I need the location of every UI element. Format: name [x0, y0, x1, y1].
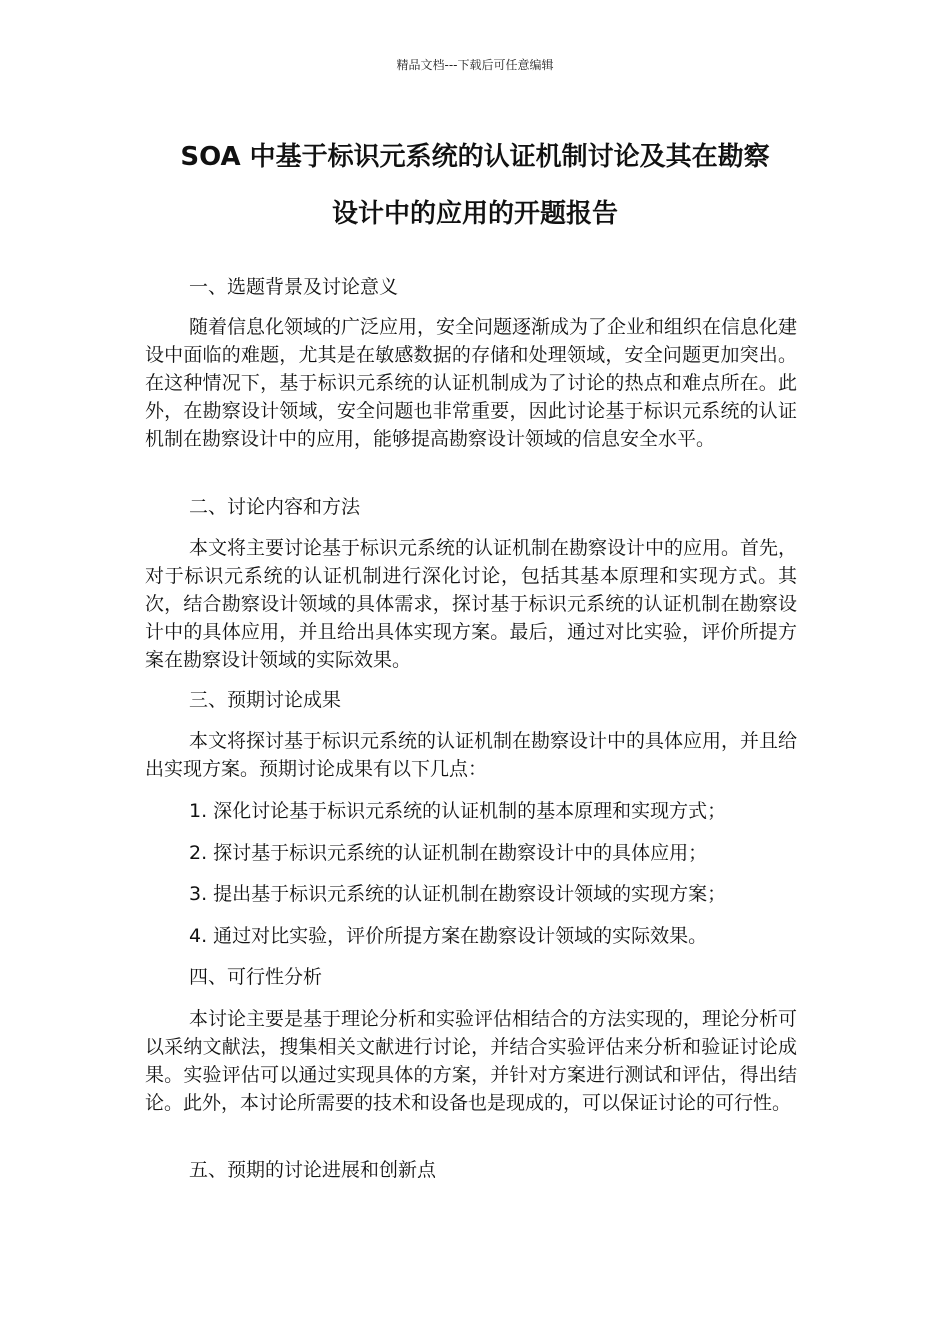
- section-paragraph-feasibility: 本讨论主要是基于理论分析和实验评估相结合的方法实现的，理论分析可以采纳文献法，搜集相关文献进行讨论，并结合实验评估来分析和验证讨论成果。实验评估可以通过实现具体的方案，并针对方案进行测试和评估，得出结论。此外，本讨论所需要的技术和设备也是现成的，可以保证讨论的可行性。: [145, 1008, 798, 1114]
- section-heading-expected-results: 三、预期讨论成果: [189, 689, 342, 711]
- document-title-line-2: 设计中的应用的开题报告: [331, 199, 618, 229]
- section-paragraph-background: 随着信息化领域的广泛应用，安全问题逐渐成为了企业和组织在信息化建设中面临的难题，尤其是在敏感数据的存储和处理领域，安全问题更加突出。在这种情况下，基于标识元系统的认证机制成为了讨论的热点和难点所在。此外，在勘察设计领域，安全问题也非常重要，因此讨论基于标识元系统的认证机制在勘察设计中的应用，能够提高勘察设计领域的信息安全水平。: [145, 316, 798, 450]
- document-title-line-1: SOA 中基于标识元系统的认证机制讨论及其在勘察: [180, 142, 770, 172]
- section-heading-content-method: 二、讨论内容和方法: [189, 496, 361, 518]
- section-heading-feasibility: 四、可行性分析: [189, 966, 323, 988]
- section-paragraph-content-method: 本文将主要讨论基于标识元系统的认证机制在勘察设计中的应用。首先，对于标识元系统的认证机制进行深化讨论，包括其基本原理和实现方式。其次，结合勘察设计领域的具体需求，探讨基于标识元系统的认证机制在勘察设计中的具体应用，并且给出具体实现方案。最后，通过对比实验，评价所提方案在勘察设计领域的实际效果。: [145, 537, 798, 671]
- section-heading-background: 一、选题背景及讨论意义: [189, 276, 399, 298]
- header-note: 精品文档---下载后可任意编辑: [396, 58, 554, 72]
- list-item: 4. 通过对比实验，评价所提方案在勘察设计领域的实际效果。: [189, 925, 708, 947]
- list-item: 1. 深化讨论基于标识元系统的认证机制的基本原理和实现方式；: [189, 800, 727, 822]
- section-heading-progress-innovation: 五、预期的讨论进展和创新点: [189, 1159, 437, 1181]
- list-item: 3. 提出基于标识元系统的认证机制在勘察设计领域的实现方案；: [189, 883, 727, 905]
- section-paragraph-expected-results: 本文将探讨基于标识元系统的认证机制在勘察设计中的具体应用，并且给出实现方案。预期讨论成果有以下几点：: [145, 730, 798, 780]
- list-item: 2. 探讨基于标识元系统的认证机制在勘察设计中的具体应用；: [189, 842, 708, 864]
